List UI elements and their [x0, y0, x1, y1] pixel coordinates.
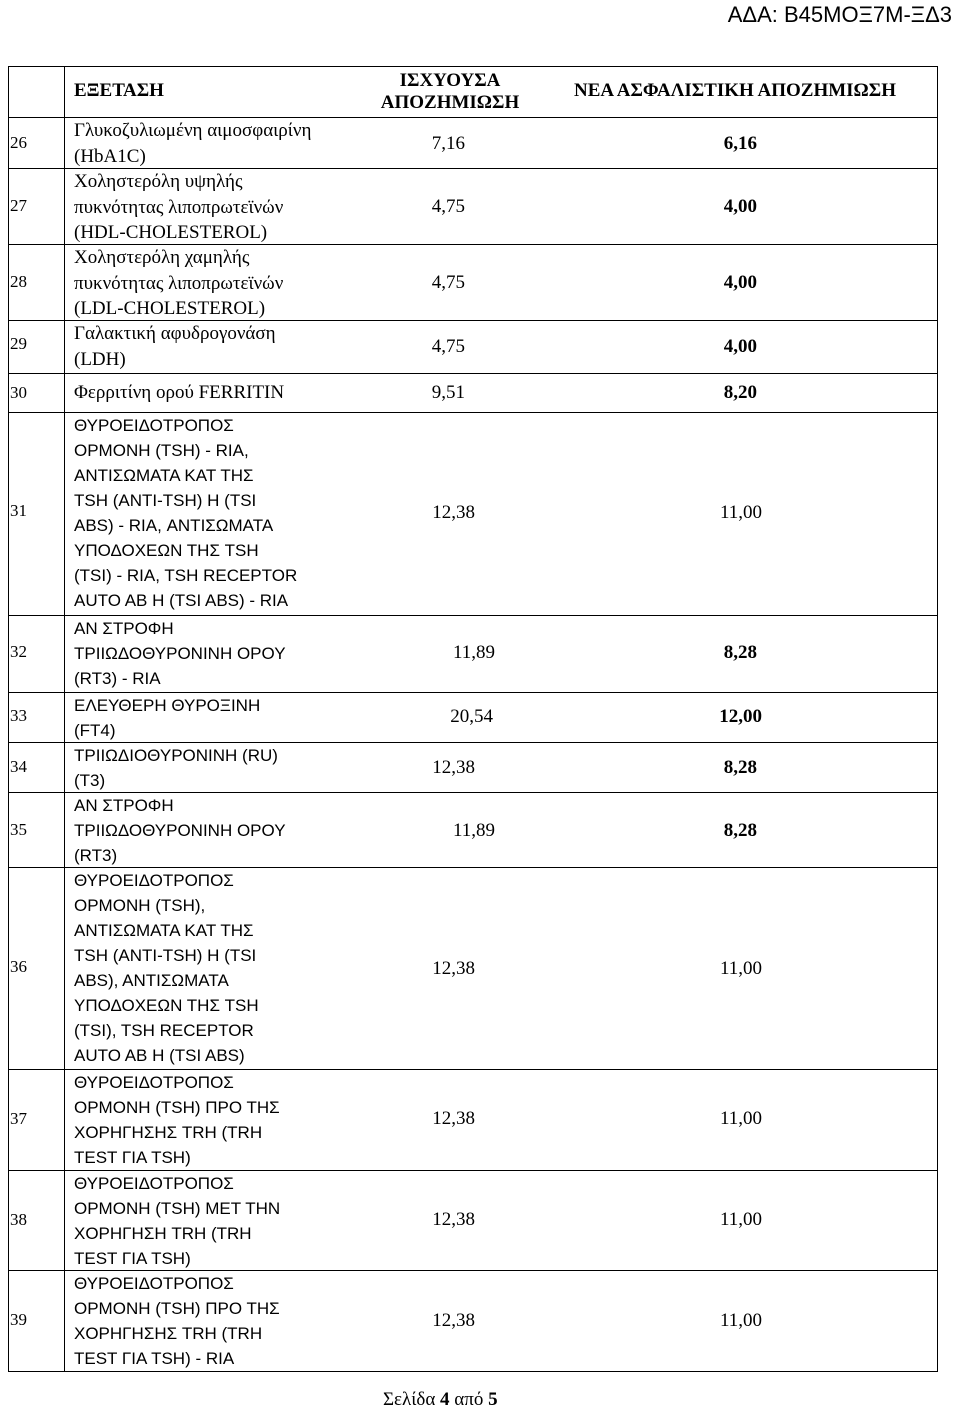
row-desc: ΘΥΡΟΕΙΔΟΤΡΟΠΟΣ ΟΡΜΟΝΗ (TSH), ΑΝΤΙΣΩΜΑΤΑ ΚΑΤ ΤΗΣ TSH (ANTI-TSH) Η (TSI ABS), ΑΝΤΙΣΩΜΑΤΑ ΥΠΟΔΟΧΕΩΝ ΤΗΣ TSH (TSI), TSH RECEPTOR AUTO AB H (TSI ABS) [74, 871, 259, 1065]
row-current: 11,89 [452, 820, 495, 841]
row-current: 4,75 [431, 272, 465, 293]
row-new: 12,00 [719, 706, 762, 727]
row-new: 11,00 [719, 1209, 762, 1230]
header-new: ΝΕΑ ΑΣΦΑΛΙΣΤΙΚΗ ΑΠΟΖΗΜΙΩΣΗ [574, 80, 896, 101]
footer-page-num: 4 [440, 1389, 450, 1410]
row-new: 8,20 [723, 382, 757, 403]
row-current: 11,89 [452, 642, 495, 663]
row-desc: ΑΝ ΣΤΡΟΦΗ ΤΡΙΙΩΔΟΘΥΡΟΝΙΝΗ ΟΡΟΥ (RT3) [74, 796, 286, 865]
row-current: 12,38 [432, 502, 475, 523]
row-new: 11,00 [719, 958, 762, 979]
row-desc: ΘΥΡΟΕΙΔΟΤΡΟΠΟΣ ΟΡΜΟΝΗ (TSH) ΜΕΤ ΤΗΝ ΧΟΡΗΓΗΣΗ TRH (TRH TEST ΓΙΑ TSH) [74, 1174, 281, 1268]
row-num: 28 [10, 272, 27, 291]
row-current: 4,75 [431, 196, 465, 217]
row-num: 30 [10, 383, 27, 402]
row-num: 31 [10, 501, 27, 520]
row-desc: ΕΛΕΥΘΕΡΗ ΘΥΡΟΞΙΝΗ (FT4) [74, 696, 261, 740]
row-desc: Γλυκοζυλιωμένη αιμοσφαιρίνη (HbA1C) [74, 120, 312, 167]
row-desc: ΘΥΡΟΕΙΔΟΤΡΟΠΟΣ ΟΡΜΟΝΗ (TSH) - RIA, ΑΝΤΙΣΩΜΑΤΑ ΚΑΤ ΤΗΣ TSH (ANTI-TSH) Η (TSI ABS) - RIA, ΑΝΤΙΣΩΜΑΤΑ ΥΠΟΔΟΧΕΩΝ ΤΗΣ TSH (TSI) - RIA, TSH RECEPTOR AUTO AB H (TSI ABS) - RIA [74, 416, 298, 610]
row-desc: ΘΥΡΟΕΙΔΟΤΡΟΠΟΣ ΟΡΜΟΝΗ (TSH) ΠΡΟ ΤΗΣ ΧΟΡΗΓΗΣΗΣ TRH (TRH TEST ΓΙΑ TSH) [74, 1073, 280, 1167]
row-num: 38 [10, 1210, 27, 1229]
row-current: 12,38 [432, 1310, 475, 1331]
row-new: 8,28 [723, 820, 757, 841]
row-num: 35 [10, 820, 27, 839]
row-current: 12,38 [432, 958, 475, 979]
footer-page-word: Σελίδα [383, 1389, 436, 1410]
row-new: 11,00 [719, 1310, 762, 1331]
row-current: 7,16 [431, 133, 465, 154]
row-desc: Χοληστερόλη χαμηλής πυκνότητας λιποπρωτεϊνών (LDL-CHOLESTEROL) [74, 247, 284, 319]
footer-page-total: 5 [488, 1389, 498, 1410]
row-desc: Γαλακτική αφυδρογονάση (LDH) [74, 323, 276, 370]
row-num: 36 [10, 957, 27, 976]
row-num: 26 [10, 133, 27, 152]
row-num: 33 [10, 706, 27, 725]
row-new: 8,28 [723, 757, 757, 778]
header-current-line2: ΑΠΟΖΗΜΙΩΣΗ [380, 92, 520, 113]
row-desc: ΑΝ ΣΤΡΟΦΗ ΤΡΙΙΩΔΟΘΥΡΟΝΙΝΗ ΟΡΟΥ (RT3) - RIA [74, 619, 286, 688]
row-new: 6,16 [723, 133, 757, 154]
row-num: 29 [10, 334, 27, 353]
row-desc: Χοληστερόλη υψηλής πυκνότητας λιποπρωτεϊνών (HDL-CHOLESTEROL) [74, 171, 284, 243]
footer-of-word: από [454, 1389, 484, 1410]
row-current: 20,54 [450, 706, 493, 727]
row-desc: Φερριτίνη ορού FERRITIN [74, 382, 285, 403]
row-new: 11,00 [719, 502, 762, 523]
row-num: 39 [10, 1310, 27, 1329]
row-new: 4,00 [723, 336, 757, 357]
row-num: 27 [10, 196, 27, 215]
row-num: 34 [10, 757, 27, 776]
row-num: 37 [10, 1109, 27, 1128]
row-current: 12,38 [432, 1108, 475, 1129]
header-current-line1: ΙΣΧΥΟΥΣΑ [399, 70, 501, 91]
row-current: 12,38 [432, 757, 475, 778]
row-desc: ΤΡΙΙΩΔΙΟΘΥΡΟΝΙΝΗ (RU) (T3) [74, 746, 278, 790]
row-current: 9,51 [431, 382, 465, 403]
row-current: 12,38 [432, 1209, 475, 1230]
header-exam: ΕΞΕΤΑΣΗ [74, 80, 164, 101]
row-new: 11,00 [719, 1108, 762, 1129]
row-new: 8,28 [723, 642, 757, 663]
page-footer [383, 1389, 498, 1411]
row-new: 4,00 [723, 196, 757, 217]
row-new: 4,00 [723, 272, 757, 293]
row-desc: ΘΥΡΟΕΙΔΟΤΡΟΠΟΣ ΟΡΜΟΝΗ (TSH) ΠΡΟ ΤΗΣ ΧΟΡΗΓΗΣΗΣ TRH (TRH TEST ΓΙΑ TSH) - RIA [74, 1274, 280, 1368]
row-current: 4,75 [431, 336, 465, 357]
row-num: 32 [10, 642, 27, 661]
document-id: ΑΔΑ: Β45ΜΟΞ7Μ-ΞΔ3 [727, 2, 952, 27]
